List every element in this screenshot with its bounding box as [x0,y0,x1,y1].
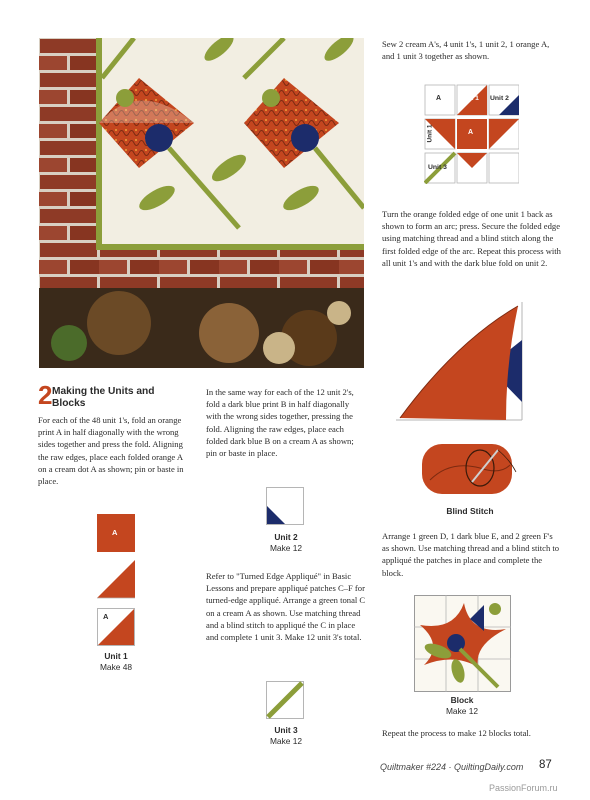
blind-stitch-label: Blind Stitch [446,506,494,516]
unit1-title: Unit 1 [104,651,128,661]
grid-label-unit3: Unit 3 [428,164,447,171]
section-intro: For each of the 48 unit 1's, fold an orange print A in half diagonally with the wrong sides together and press the fold. Aligning the raw edges, place each folded orange A on a cream dot A as shown; pin or baste in place. [38,415,184,487]
unit3-caption [236,725,336,746]
step-number: 2 [38,380,53,410]
unit1-count: Make 48 [99,661,133,672]
unit1-diagrams [97,514,137,649]
blind-stitch-diagram [420,440,520,516]
page-number: 87 [539,759,552,771]
block-caption [412,695,512,716]
grid-label-unit1: Unit 1 [460,95,479,102]
sew-instructions: Sew 2 cream A's, 4 unit 1's, 1 unit 2, 1 orange A, and 1 unit 3 together as shown. [382,39,550,62]
block-assembly-diagram [424,84,519,184]
watermark: PassionForum.ru [489,783,558,793]
unit3-instructions: Refer to "Turned Edge Appliqué" in Basic Lessons and prepare appliqué patches C–F for turned-edge appliqué. Arrange a green tonal C on a cream A as shown. Use matching thread and a blind stitch to appliqué the C in place and complete 1 unit 3. Make 12 unit 3's total. [206,571,366,643]
unit1-a-label: A [112,528,118,537]
unit2-instructions: In the same way for each of the 12 unit 2's, fold a dark blue print B in half diagonally with the wrong sides together, pressing the fold. Aligning the raw edges, place each folded dark blue B on a cream A as shown; pin or baste in place. [206,387,354,459]
footer-magazine: Quiltmaker #224 · QuiltingDaily.com [380,762,524,772]
grid-label-a: A [436,95,442,102]
block-title: Block [450,695,474,705]
unit3-count: Make 12 [269,735,303,746]
unit1-caption [66,651,166,672]
arc-instructions: Turn the orange folded edge of one unit 1 back as shown to form an arc; press. Secure the folded edge using matching thread and a blind stitch along the first folded edge of the arc. Repeat this process with all unit 1's and with the dark blue fold on unit 2. [382,209,561,268]
grid-label-center-a: A [468,129,474,136]
grid-label-unit2: Unit 2 [490,95,509,102]
unit3-diagram [266,681,304,719]
finished-block-diagram [414,595,511,692]
arrange-instructions: Arrange 1 green D, 1 dark blue E, and 2 green F's as shown. Use matching thread and a blind stitch to appliqué the patches in place and complete the block. [382,531,560,578]
unit2-caption [236,532,336,553]
grid-label-unit1-side: Unit 1 [426,124,434,143]
unit3-title: Unit 3 [274,725,298,735]
folded-arc-diagram [396,302,526,422]
repeat-instructions: Repeat the process to make 12 blocks total. [382,728,531,738]
quilt-photo [39,38,364,368]
unit2-count: Make 12 [269,542,303,553]
step-title: Making the Units and Blocks [52,386,155,409]
unit1-a-label-bottom: A [103,612,109,621]
unit2-title: Unit 2 [274,532,298,542]
block-count: Make 12 [445,705,479,716]
unit2-diagram [266,487,304,525]
